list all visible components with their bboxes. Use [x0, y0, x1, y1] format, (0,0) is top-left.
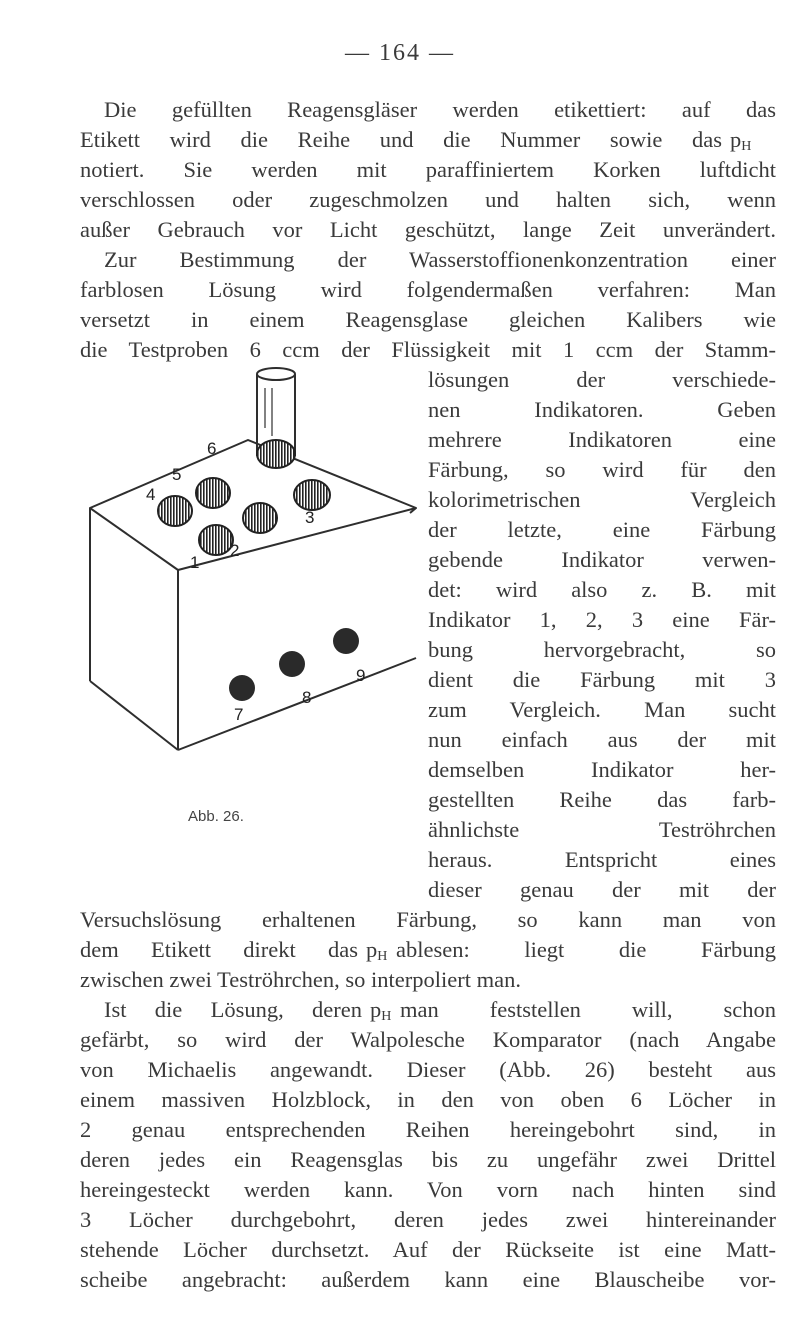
label-5: 5: [172, 465, 182, 484]
text-line: einem massiven Holzblock, in den von oben 6 Löcher in: [80, 1087, 776, 1112]
figure-caption: Abb. 26.: [188, 808, 244, 825]
block-bottom-left-edge: [90, 681, 178, 750]
text-line: der letzte, eine Färbung: [428, 517, 776, 542]
text-line: Etikett wird die Reihe und die Nummer sowie das: [80, 127, 722, 152]
text-line: notiert. Sie werden mit paraffiniertem Korken luftdicht: [80, 157, 776, 182]
label-4: 4: [146, 485, 156, 504]
front-hole-8: [279, 651, 305, 677]
text-line: kolorimetrischen Vergleich: [428, 487, 776, 512]
hole-4: [158, 496, 192, 526]
text-line: dieser genau der mit der: [428, 877, 776, 902]
hole-5: [196, 478, 230, 508]
label-8: 8: [302, 688, 312, 707]
text-line: gebende Indikator verwen-: [428, 547, 776, 572]
text-line: von Michaelis angewandt. Dieser (Abb. 26) besteht aus: [80, 1057, 776, 1082]
text-line: zwischen zwei Teströhrchen, so interpoliert man.: [80, 967, 521, 992]
text-line: gestellten Reihe das farb-: [428, 787, 776, 812]
label-7: 7: [234, 705, 244, 724]
text-line: man feststellen will, schon: [400, 997, 776, 1022]
hole-1: [199, 525, 233, 555]
text-line: die Testproben 6 ccm der Flüssigkeit mit 1 ccm der Stamm-: [80, 337, 776, 362]
text-line: lösungen der verschiede-: [428, 367, 776, 392]
text-line: außer Gebrauch vor Licht geschützt, lange Zeit unverändert.: [80, 217, 776, 242]
text-line: ähnlichste Teströhrchen: [428, 817, 776, 842]
text-line: bung hervorgebracht, so: [428, 637, 776, 662]
ph-symbol: $p_H$: [366, 937, 388, 964]
hole-6: [257, 440, 295, 468]
label-2: 2: [230, 541, 240, 560]
front-hole-7: [229, 675, 255, 701]
front-hole-9: [333, 628, 359, 654]
text-line: dient die Färbung mit 3: [428, 667, 776, 692]
text-line: hereingesteckt werden kann. Von vorn nach hinten sind: [80, 1177, 776, 1202]
text-line: Versuchslösung erhaltenen Färbung, so kann man von: [80, 907, 776, 932]
text-line: stehende Löcher durchsetzt. Auf der Rückseite ist eine Matt-: [80, 1237, 776, 1262]
text-line: Indikator 1, 2, 3 eine Fär-: [428, 607, 776, 632]
hole-2: [243, 503, 277, 533]
text-line: heraus. Entspricht eines: [428, 847, 776, 872]
text-line: mehrere Indikatoren eine: [428, 427, 776, 452]
text-line: zum Vergleich. Man sucht: [428, 697, 776, 722]
label-3: 3: [305, 508, 315, 527]
text-line: Ist die Lösung, deren: [104, 997, 362, 1022]
text-line: nun einfach aus der mit: [428, 727, 776, 752]
label-1: 1: [190, 553, 200, 572]
text-line: verschlossen oder zugeschmolzen und halten sich, wenn: [80, 187, 776, 212]
text-line: demselben Indikator her-: [428, 757, 776, 782]
ph-symbol: $p_H$: [730, 127, 752, 154]
text-line: det: wird also z. B. mit: [428, 577, 776, 602]
text-line: scheibe angebracht: außerdem kann eine Blauscheibe vor-: [80, 1267, 776, 1292]
label-6: 6: [207, 439, 217, 458]
label-9: 9: [356, 666, 366, 685]
text-line: gefärbt, so wird der Walpolesche Komparator (nach Angabe: [80, 1027, 776, 1052]
comparator-figure: [80, 358, 425, 808]
text-line: 3 Löcher durchgebohrt, deren jedes zwei hintereinander: [80, 1207, 776, 1232]
text-line: farblosen Lösung wird folgendermaßen verfahren: Man: [80, 277, 776, 302]
text-line: 2 genau entsprechenden Reihen hereingebohrt sind, in: [80, 1117, 776, 1142]
hole-3: [294, 480, 330, 510]
text-line: Färbung, so wird für den: [428, 457, 776, 482]
text-line: Zur Bestimmung der Wasserstoffionenkonzentration einer: [104, 247, 776, 272]
text-line: ablesen: liegt die Färbung: [396, 937, 776, 962]
text-line: deren jedes ein Reagensglas bis zu ungefähr zwei Drittel: [80, 1147, 776, 1172]
text-line: nen Indikatoren. Geben: [428, 397, 776, 422]
page-number: — 164 —: [345, 40, 455, 66]
text-line: dem Etikett direkt das: [80, 937, 358, 962]
text-line: versetzt in einem Reagensglase gleichen Kalibers wie: [80, 307, 776, 332]
text-line: Die gefüllten Reagensgläser werden etikettiert: auf das: [104, 97, 776, 122]
ph-symbol: $p_H$: [370, 997, 392, 1024]
